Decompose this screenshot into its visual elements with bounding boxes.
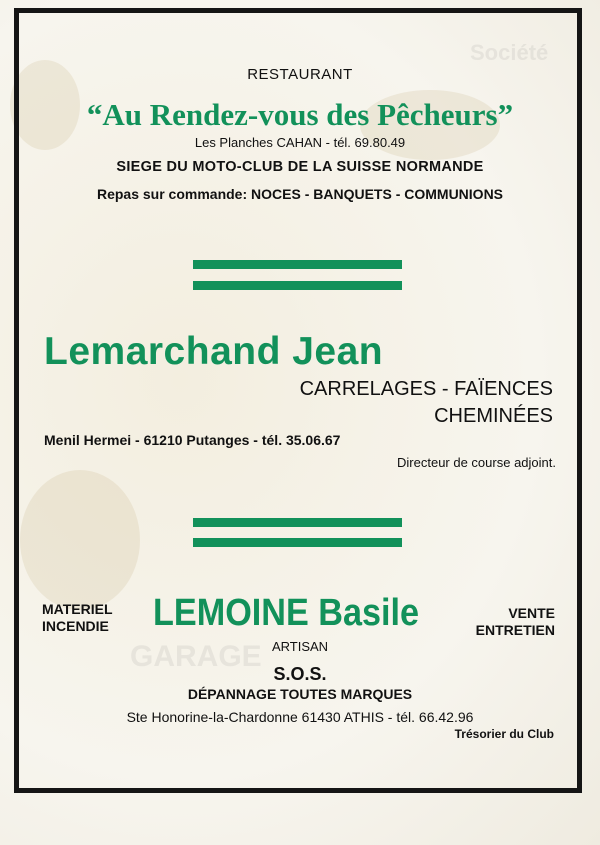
divider-bar bbox=[193, 260, 402, 269]
lemoine-left-line1: MATERIEL bbox=[42, 601, 113, 617]
divider-bar bbox=[193, 538, 402, 547]
restaurant-address: Les Planches CAHAN - tél. 69.80.49 bbox=[194, 135, 406, 150]
lemoine-role: Trésorier du Club bbox=[454, 727, 554, 741]
lemarchand-trade-line2: CHEMINÉES bbox=[434, 405, 553, 427]
restaurant-heading: RESTAURANT bbox=[247, 66, 353, 83]
lemoine-right-line1: VENTE bbox=[508, 605, 555, 621]
lemoine-right-label bbox=[476, 605, 555, 639]
bleed-through-text: Société bbox=[470, 40, 549, 65]
restaurant-repas: Repas sur commande: NOCES - BANQUETS - COMMUNIONS bbox=[96, 186, 504, 202]
lemoine-left-label bbox=[42, 601, 113, 635]
lemarchand-name: Lemarchand Jean bbox=[44, 330, 384, 373]
divider-bar bbox=[193, 518, 402, 527]
lemarchand-role: Directeur de course adjoint. bbox=[397, 455, 556, 470]
bleed-through-text: GARAGE bbox=[130, 640, 262, 673]
lemoine-artisan: ARTISAN bbox=[271, 639, 329, 654]
lemoine-left-line2: INCENDIE bbox=[42, 618, 109, 634]
lemoine-name: LEMOINE Basile bbox=[153, 592, 420, 634]
lemoine-right-line2: ENTRETIEN bbox=[475, 622, 555, 638]
lemarchand-address: Menil Hermei - 61210 Putanges - tél. 35.06.67 bbox=[44, 432, 341, 448]
restaurant-siege: SIEGE DU MOTO-CLUB DE LA SUISSE NORMANDE bbox=[116, 159, 484, 175]
lemoine-depannage: DÉPANNAGE TOUTES MARQUES bbox=[187, 686, 413, 702]
restaurant-name: “Au Rendez-vous des Pêcheurs” bbox=[86, 97, 514, 132]
lemoine-address: Ste Honorine-la-Chardonne 61430 ATHIS - tél. 66.42.96 bbox=[126, 709, 474, 725]
divider-bar bbox=[193, 281, 402, 290]
lemoine-sos: S.O.S. bbox=[273, 664, 327, 684]
lemarchand-trade-line1: CARRELAGES - FAÏENCES bbox=[299, 378, 553, 400]
